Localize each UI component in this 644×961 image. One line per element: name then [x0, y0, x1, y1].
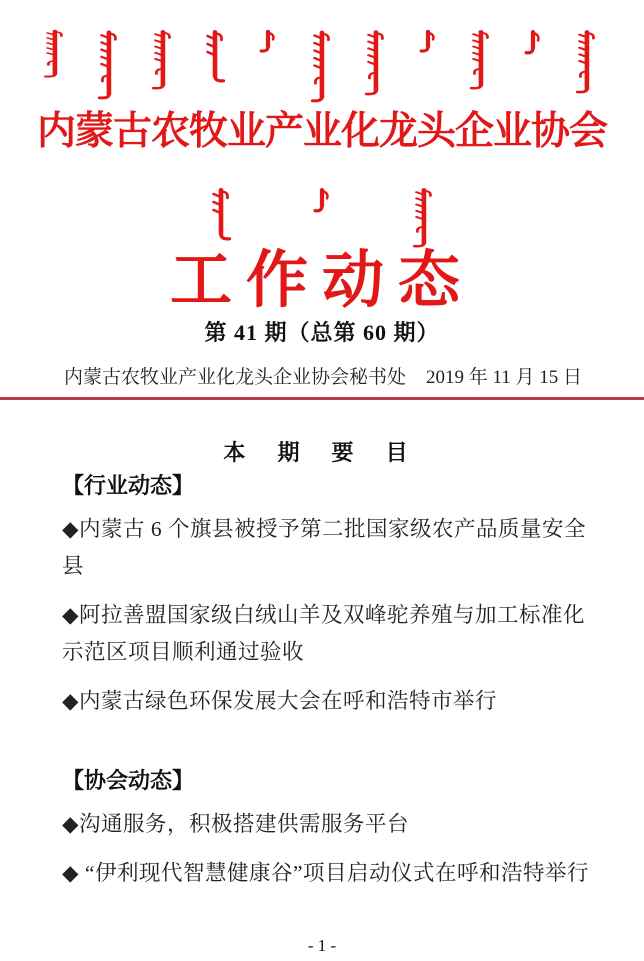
mongolian-word-icon [150, 28, 174, 90]
toc-item: ◆沟通服务，积极搭建供需服务平台 [62, 812, 410, 836]
toc-heading: 本 期 要 目 [223, 440, 421, 465]
issue-line: 第 41 期（总第 60 期） [204, 320, 440, 345]
toc-item: ◆内蒙古绿色环保发展大会在呼和浩特市举行 [62, 689, 498, 713]
page-number: - 1 - [307, 936, 337, 955]
mongolian-word-icon [311, 186, 333, 214]
issue-date: 2019 年 11 月 15 日 [425, 367, 582, 388]
mongolian-word-icon [309, 28, 333, 103]
toc-body [62, 473, 590, 892]
section-label-industry: 【行业动态】 [62, 473, 195, 498]
toc-item: ◆ “伊利现代智慧健康谷”项目启动仪式在呼和浩特举行 [62, 861, 589, 885]
mongolian-word-icon [203, 28, 227, 84]
mongolian-word-icon [468, 28, 492, 90]
mongolian-word-icon [417, 28, 439, 54]
toc-item: ◆阿拉善盟国家级白绒山羊及双峰驼养殖与加工标准化示范区项目顺利通过验收 [62, 603, 586, 664]
red-divider-rule [0, 397, 644, 400]
publisher-name: 内蒙古农牧业产业化龙头企业协会秘书处 [64, 367, 407, 388]
org-title: 内蒙古农牧业产业化龙头企业协会 [36, 110, 607, 153]
mongolian-word-icon [574, 28, 598, 94]
mongolian-word-icon [96, 28, 120, 100]
mongolian-script-row-top [42, 28, 598, 106]
mongolian-word-icon [522, 28, 544, 56]
mongolian-word-icon [42, 28, 66, 78]
section-label-association: 【协会动态】 [62, 768, 195, 793]
bulletin-title: 工作动态 [169, 247, 474, 315]
toc-item: ◆内蒙古 6 个旗县被授予第二批国家级农产品质量安全县 [62, 517, 587, 578]
mongolian-word-icon [257, 28, 279, 54]
publisher-row [64, 362, 582, 389]
mongolian-word-icon [363, 28, 387, 96]
